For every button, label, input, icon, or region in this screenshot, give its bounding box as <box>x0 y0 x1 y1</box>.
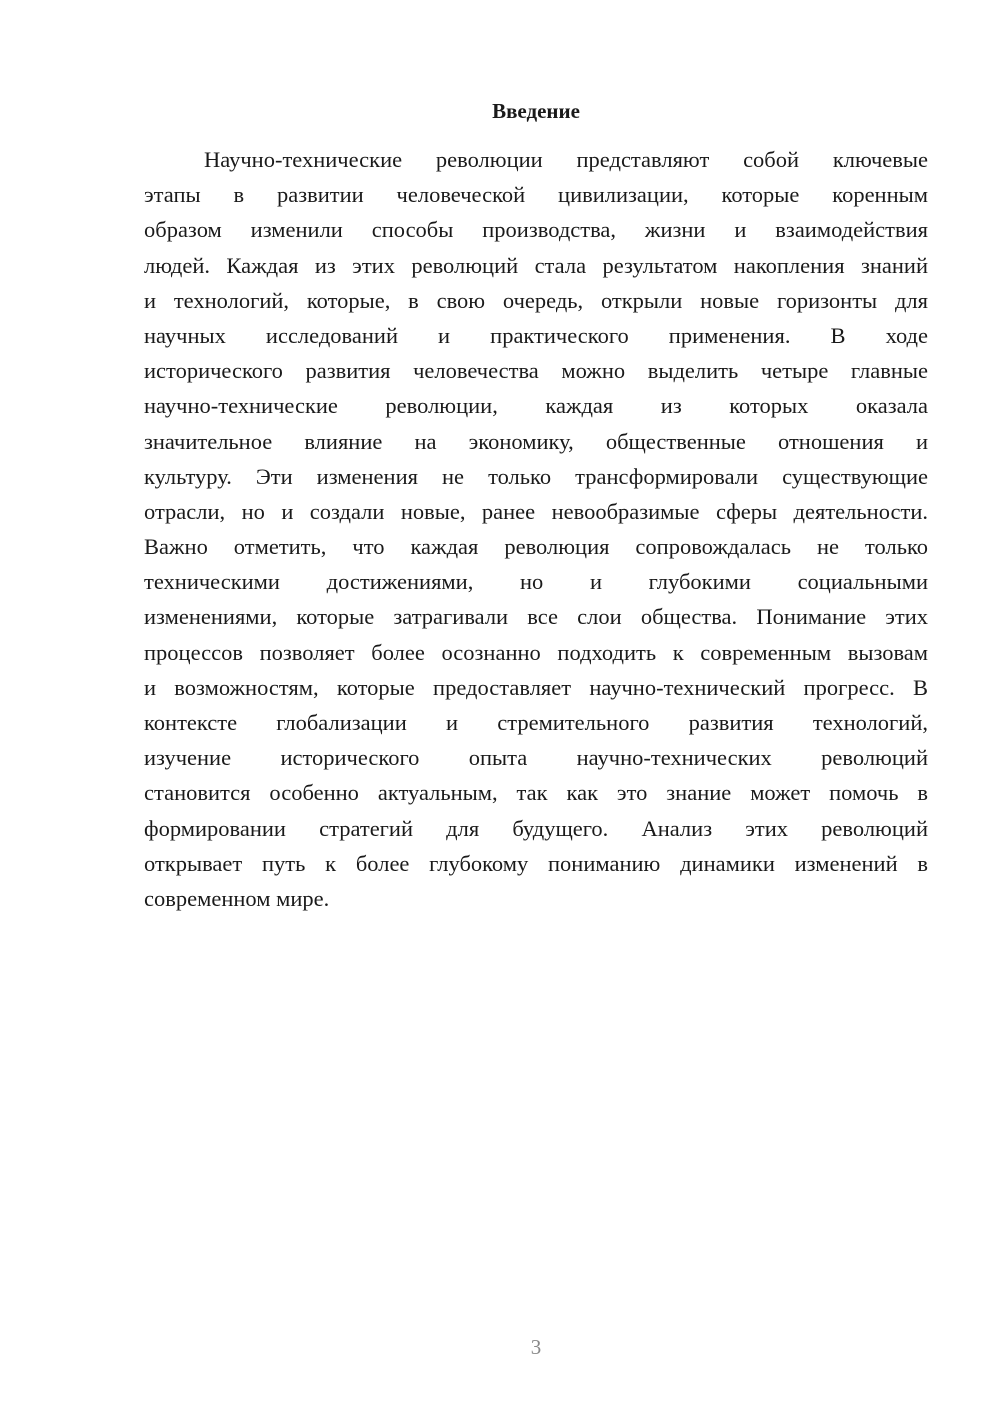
paragraph-line: исторического развития человечества можно выделить четыре главные <box>144 358 928 384</box>
paragraph-line: людей. Каждая из этих революций стала результатом накопления знаний <box>144 252 928 278</box>
paragraph-line: изучение исторического опыта научно-технических революций <box>144 745 928 771</box>
paragraph-line: открывает путь к более глубокому пониманию динамики изменений в <box>144 850 928 876</box>
paragraph-line: научных исследований и практического применения. В ходе <box>144 322 928 348</box>
paragraph-line: современном мире. <box>144 885 330 911</box>
paragraph-line: научно-технические революции, каждая из которых оказала <box>144 393 928 419</box>
paragraph-line: и технологий, которые, в свою очередь, открыли новые горизонты для <box>144 287 928 313</box>
paragraph-line: Научно-технические революции представляют собой ключевые <box>204 147 928 172</box>
paragraph-line: и возможностям, которые предоставляет научно-технический прогресс. В <box>144 674 928 700</box>
paragraph-line: культуру. Эти изменения не только трансформировали существующие <box>144 463 928 489</box>
section-heading: Введение <box>492 99 580 123</box>
paragraph-line: образом изменили способы производства, жизни и взаимодействия <box>144 217 928 243</box>
paragraph-line: становится особенно актуальным, так как это знание может помочь в <box>144 780 928 806</box>
paragraph-line: процессов позволяет более осознанно подходить к современным вызовам <box>144 639 928 665</box>
paragraph-line: этапы в развитии человеческой цивилизации, которые коренным <box>144 182 928 208</box>
paragraph-line: формировании стратегий для будущего. Анализ этих революций <box>144 815 928 841</box>
paragraph-line: техническими достижениями, но и глубокими социальными <box>144 569 928 595</box>
paragraph-line: отрасли, но и создали новые, ранее невообразимые сферы деятельности. <box>144 498 928 524</box>
paragraph-line: контексте глобализации и стремительного развития технологий, <box>144 710 928 735</box>
paragraph-line: изменениями, которые затрагивали все слои общества. Понимание этих <box>144 604 928 630</box>
paragraph-line: значительное влияние на экономику, общественные отношения и <box>144 428 928 454</box>
page-number: 3 <box>530 1335 542 1359</box>
body-paragraph <box>144 142 928 916</box>
paragraph-line: Важно отметить, что каждая революция сопровождалась не только <box>144 534 928 560</box>
